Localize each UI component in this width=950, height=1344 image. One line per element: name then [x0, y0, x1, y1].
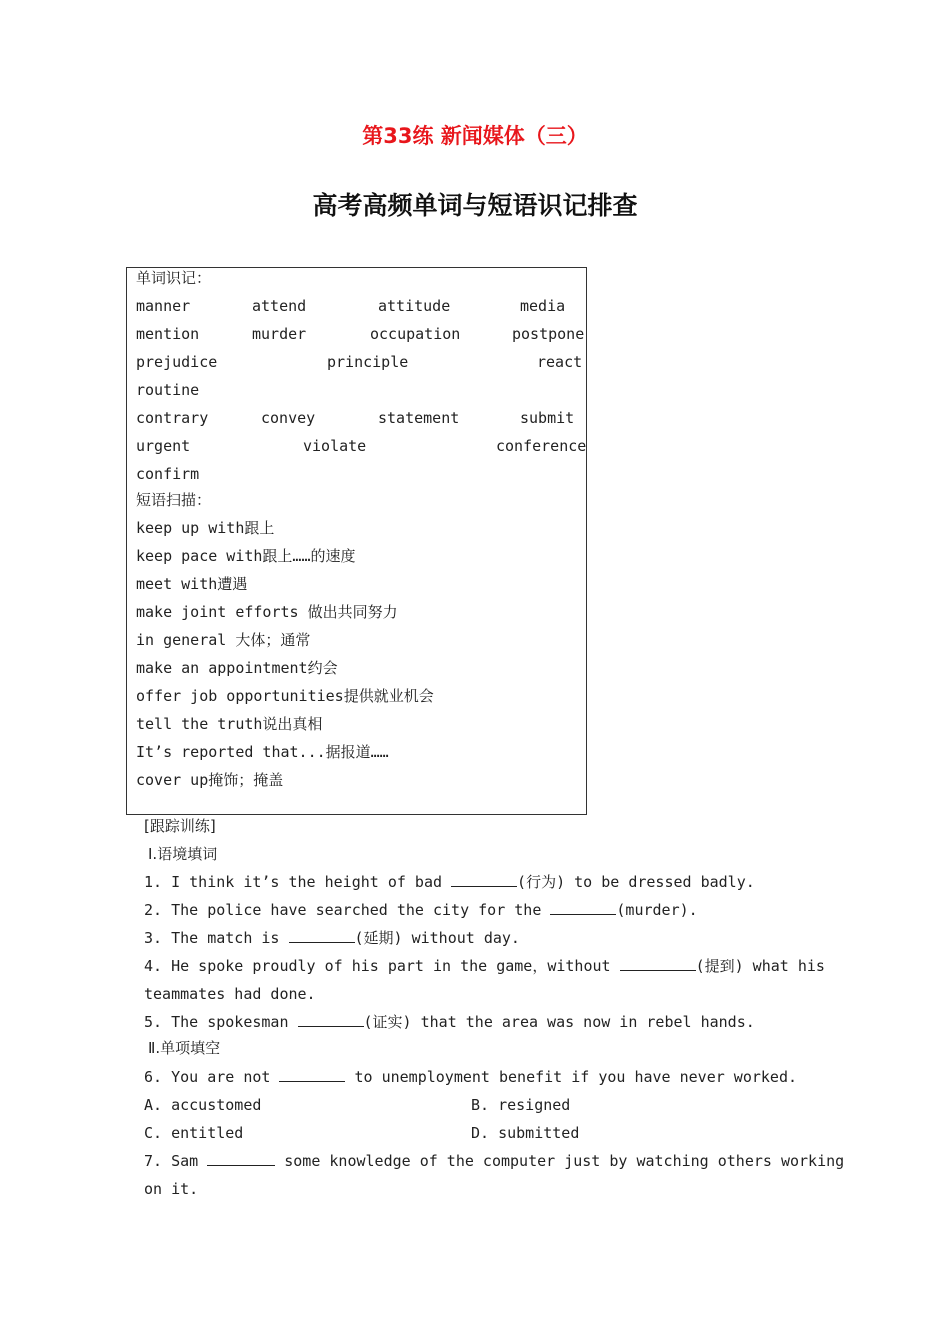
phrase-item: keep up with跟上 [136, 519, 275, 537]
answer-blank[interactable] [620, 956, 696, 971]
answer-blank[interactable] [451, 872, 517, 887]
phrase-item: It’s reported that...据报道…… [136, 743, 389, 761]
exercises-heading: [跟踪训练] [144, 817, 216, 835]
word: statement [378, 409, 460, 427]
question-5: 5. The spokesman (证实) that the area was now in rebel hands. [144, 1013, 755, 1031]
lesson-title: 第33练 新闻媒体（三） [362, 124, 588, 148]
question-7-continued: on it. [144, 1180, 199, 1198]
answer-blank[interactable] [298, 1012, 364, 1027]
answer-blank[interactable] [279, 1067, 345, 1082]
word: confirm [136, 465, 200, 483]
phrase-item: make an appointment约会 [136, 659, 338, 677]
phrase-item: in general 大体；通常 [136, 631, 311, 649]
section-1-title: Ⅰ.语境填词 [148, 845, 218, 863]
word: prejudice [136, 353, 218, 371]
question-4-continued: teammates had done. [144, 985, 316, 1003]
question-4: 4. He spoke proudly of his part in the game，without (提到) what his [144, 957, 825, 975]
phrase-item: offer job opportunities提供就业机会 [136, 687, 434, 705]
phrase-item: tell the truth说出真相 [136, 715, 323, 733]
word: conference [496, 437, 587, 455]
option-a[interactable]: A. accustomed [144, 1096, 262, 1114]
word: postpone [512, 325, 585, 343]
answer-blank[interactable] [207, 1151, 275, 1166]
question-2: 2. The police have searched the city for the (murder). [144, 901, 698, 919]
page-title: 高考高频单词与短语识记排查 [312, 191, 638, 220]
phrase-item: make joint efforts 做出共同努力 [136, 603, 398, 621]
answer-blank[interactable] [550, 900, 616, 915]
phrase-item: cover up掩饰；掩盖 [136, 771, 284, 789]
word: submit [520, 409, 575, 427]
word: attend [252, 297, 307, 315]
word: manner [136, 297, 191, 315]
question-7: 7. Sam some knowledge of the computer just by watching others working [144, 1152, 845, 1170]
words-heading: 单词识记： [136, 269, 212, 287]
phrase-item: keep pace with跟上……的速度 [136, 547, 356, 565]
option-c[interactable]: C. entitled [144, 1124, 244, 1142]
answer-blank[interactable] [289, 928, 355, 943]
word: contrary [136, 409, 209, 427]
word: convey [261, 409, 316, 427]
word: principle [327, 353, 409, 371]
option-b[interactable]: B. resigned [471, 1096, 571, 1114]
word: urgent [136, 437, 191, 455]
word: mention [136, 325, 200, 343]
word: media [520, 297, 566, 315]
section-2-title: Ⅱ.单项填空 [148, 1039, 221, 1057]
question-1: 1. I think it’s the height of bad (行为) to be dressed badly. [144, 873, 755, 891]
word: murder [252, 325, 307, 343]
word: routine [136, 381, 200, 399]
question-3: 3. The match is (延期) without day. [144, 929, 520, 947]
word: attitude [378, 297, 451, 315]
question-6: 6. You are not to unemployment benefit if you have never worked. [144, 1068, 798, 1086]
option-d[interactable]: D. submitted [471, 1124, 580, 1142]
word: violate [303, 437, 367, 455]
word: occupation [370, 325, 461, 343]
word: react [537, 353, 583, 371]
phrase-item: meet with遭遇 [136, 575, 248, 593]
phrases-heading: 短语扫描： [136, 491, 212, 509]
